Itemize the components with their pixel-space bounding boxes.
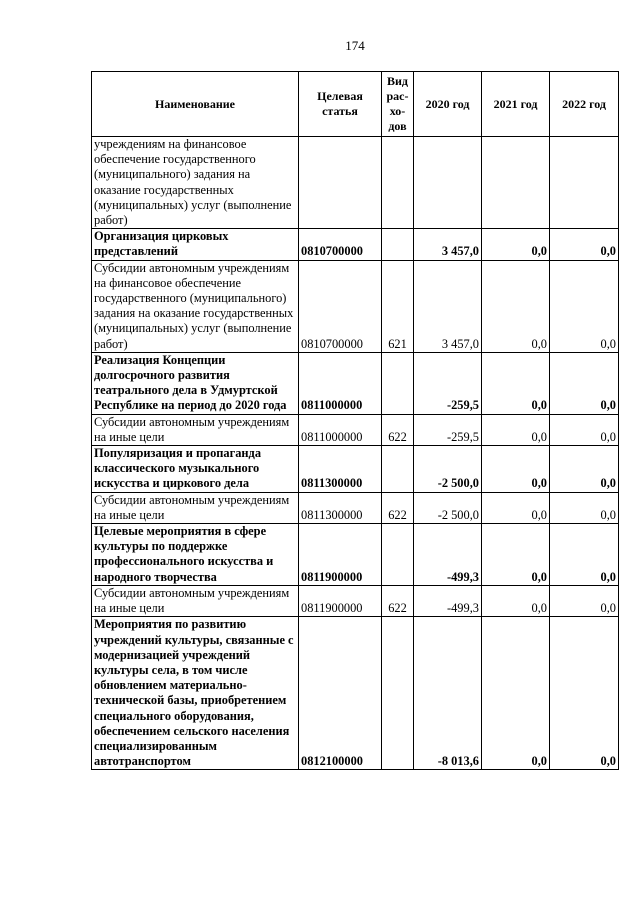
cell-year-2022: 0,0 (550, 414, 619, 445)
table-header-row (92, 72, 619, 137)
cell-name: Субсидии автономным учреждениям на финансовое обеспечение государственного (муниципального) задания на оказание государственных (муниципальных) услуг (выполнение работ) (92, 260, 299, 352)
header-name: Наименование (92, 72, 299, 137)
cell-year-2022: 0,0 (550, 260, 619, 352)
cell-year-2022: 0,0 (550, 229, 619, 260)
page-number: 174 (345, 38, 365, 53)
header-year-2021: 2021 год (482, 72, 550, 137)
table-body (92, 137, 619, 770)
cell-name: Популяризация и пропаганда классического музыкального искусства и циркового дела (92, 446, 299, 493)
cell-year-2021: 0,0 (482, 492, 550, 523)
cell-year-2021: 0,0 (482, 585, 550, 616)
cell-year-2020: -2 500,0 (414, 492, 482, 523)
cell-target-article: 0812100000 (299, 617, 382, 770)
cell-year-2021: 0,0 (482, 414, 550, 445)
cell-target-article: 0810700000 (299, 260, 382, 352)
table-row (92, 229, 619, 260)
cell-year-2020: -499,3 (414, 585, 482, 616)
table-row (92, 414, 619, 445)
cell-year-2021: 0,0 (482, 260, 550, 352)
cell-year-2021 (482, 137, 550, 229)
cell-expense-type: 621 (382, 260, 414, 352)
cell-target-article: 0811300000 (299, 492, 382, 523)
cell-year-2020: -259,5 (414, 352, 482, 414)
cell-expense-type: 622 (382, 585, 414, 616)
cell-year-2020: 3 457,0 (414, 260, 482, 352)
cell-year-2022: 0,0 (550, 492, 619, 523)
table-row (92, 617, 619, 770)
cell-expense-type (382, 229, 414, 260)
cell-target-article: 0811300000 (299, 446, 382, 493)
cell-year-2022: 0,0 (550, 585, 619, 616)
cell-name: Субсидии автономным учреждениям на иные цели (92, 492, 299, 523)
table-row (92, 137, 619, 229)
cell-year-2022: 0,0 (550, 446, 619, 493)
cell-name: Субсидии автономным учреждениям на иные цели (92, 585, 299, 616)
cell-expense-type (382, 137, 414, 229)
cell-year-2021: 0,0 (482, 352, 550, 414)
cell-target-article: 0810700000 (299, 229, 382, 260)
cell-expense-type (382, 352, 414, 414)
cell-name: Мероприятия по развитию учреждений культуры, связанные с модернизацией учреждений культуры села, в том числе обновлением материально-технической базы, приобретением специального оборудования, обеспечением сельского населения специализированным автотранспортом (92, 617, 299, 770)
cell-year-2020: -499,3 (414, 524, 482, 586)
cell-year-2021: 0,0 (482, 524, 550, 586)
cell-name: Реализация Концепции долгосрочного развития театрального дела в Удмуртской Республике на период до 2020 года (92, 352, 299, 414)
header-expense-type: Вид рас-хо-дов (382, 72, 414, 137)
table-row (92, 492, 619, 523)
cell-year-2020: -259,5 (414, 414, 482, 445)
header-target-article: Целевая статья (299, 72, 382, 137)
table-row (92, 585, 619, 616)
cell-name: учреждениям на финансовое обеспечение государственного (муниципального) задания на оказание государственных (муниципальных) услуг (выполнение работ) (92, 137, 299, 229)
cell-year-2022: 0,0 (550, 352, 619, 414)
cell-target-article (299, 137, 382, 229)
cell-name: Организация цирковых представлений (92, 229, 299, 260)
cell-target-article: 0811000000 (299, 414, 382, 445)
cell-target-article: 0811000000 (299, 352, 382, 414)
cell-expense-type (382, 617, 414, 770)
cell-expense-type (382, 446, 414, 493)
cell-year-2020: 3 457,0 (414, 229, 482, 260)
cell-year-2020 (414, 137, 482, 229)
cell-year-2022 (550, 137, 619, 229)
cell-year-2020: -8 013,6 (414, 617, 482, 770)
cell-target-article: 0811900000 (299, 585, 382, 616)
cell-target-article: 0811900000 (299, 524, 382, 586)
header-year-2022: 2022 год (550, 72, 619, 137)
cell-year-2022: 0,0 (550, 617, 619, 770)
cell-expense-type: 622 (382, 492, 414, 523)
cell-year-2021: 0,0 (482, 229, 550, 260)
table-row (92, 260, 619, 352)
cell-expense-type (382, 524, 414, 586)
budget-table (91, 71, 619, 770)
header-year-2020: 2020 год (414, 72, 482, 137)
cell-year-2020: -2 500,0 (414, 446, 482, 493)
cell-year-2021: 0,0 (482, 617, 550, 770)
cell-expense-type: 622 (382, 414, 414, 445)
cell-year-2022: 0,0 (550, 524, 619, 586)
cell-name: Целевые мероприятия в сфере культуры по поддержке профессионального искусства и народного творчества (92, 524, 299, 586)
cell-name: Субсидии автономным учреждениям на иные цели (92, 414, 299, 445)
table-row (92, 446, 619, 493)
cell-year-2021: 0,0 (482, 446, 550, 493)
table-row (92, 524, 619, 586)
table-row (92, 352, 619, 414)
